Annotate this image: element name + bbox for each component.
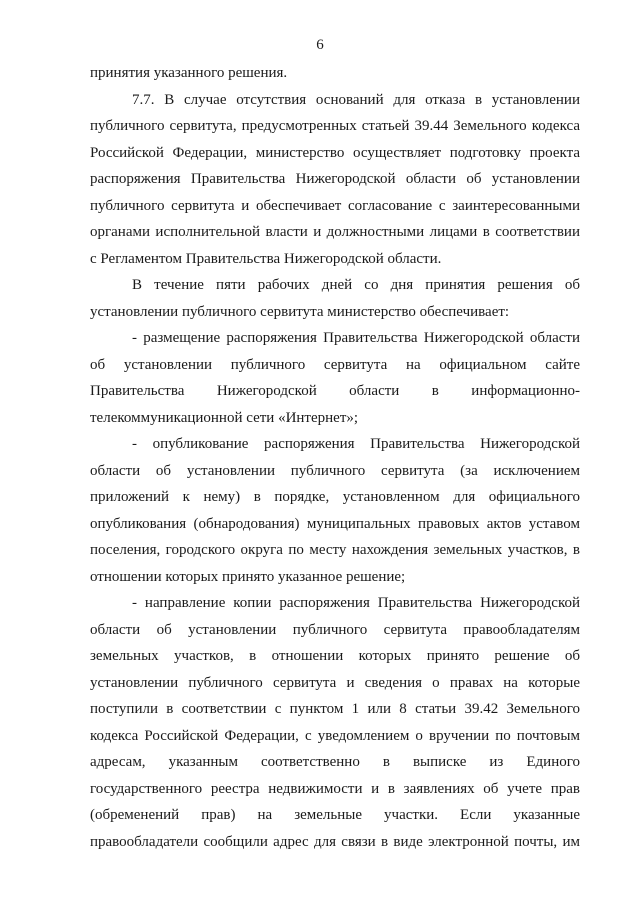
- text-line: кодекса Российской Федерации, с уведомлением о вручении по почтовым: [90, 727, 580, 744]
- text-line: Российской Федерации, министерство осуществляет подготовку проекта: [90, 144, 580, 161]
- text-line: органами исполнительной власти и должностными лицами в соответствии: [90, 224, 580, 240]
- text-line: публичного сервитута, предусмотренных статьей 39.44 Земельного кодекса: [90, 118, 580, 134]
- text-line: опубликования (обнародования) муниципальных правовых актов уставом: [90, 515, 580, 532]
- page-number: 6: [316, 37, 324, 53]
- text-line: публичного сервитута и обеспечивает согласование с заинтересованными: [90, 197, 580, 214]
- text-line: распоряжения Правительства Нижегородской области об установлении: [90, 171, 580, 187]
- text-line: поступили в соответствии с пунктом 1 или 8 статьи 39.42 Земельного: [90, 701, 580, 717]
- text-line: с Регламентом Правительства Нижегородской области.: [90, 250, 442, 267]
- text-line: поселения, городского округа по месту нахождения земельных участков, в: [90, 542, 580, 558]
- text-line: правообладатели сообщили адрес для связи в виде электронной почты, им: [90, 833, 580, 850]
- text-line: области об установлении публичного сервитута правообладателям: [90, 621, 580, 638]
- text-line: Правительства Нижегородской области в информационно-: [90, 383, 580, 399]
- text-line: области об установлении публичного сервитута (за исключением: [90, 462, 580, 479]
- text-line: - опубликование распоряжения Правительства Нижегородской: [132, 436, 580, 452]
- text-line: установлении публичного сервитута министерство обеспечивает:: [90, 303, 510, 320]
- text-line: телекоммуникационной сети «Интернет»;: [90, 409, 359, 426]
- text-line: об установлении публичного сервитута на официальном сайте: [90, 356, 580, 373]
- text-line: принятия указанного решения.: [90, 65, 288, 81]
- text-line: В течение пяти рабочих дней со дня принятия решения об: [132, 277, 580, 293]
- text-line: отношении которых принято указанное решение;: [90, 568, 406, 585]
- text-line: (обременений прав) на земельные участки. Если указанные: [90, 807, 580, 823]
- text-line: - направление копии распоряжения Правительства Нижегородской: [132, 595, 580, 611]
- text-line: - размещение распоряжения Правительства Нижегородской области: [132, 330, 580, 346]
- text-line: государственного реестра недвижимости и в заявлениях об учете прав: [90, 780, 580, 797]
- text-line: земельных участков, в отношении которых принято решение об: [90, 648, 580, 664]
- text-line: 7.7. В случае отсутствия оснований для отказа в установлении: [132, 91, 580, 108]
- text-line: установлении публичного сервитута и сведения о правах на которые: [90, 674, 580, 691]
- text-line: адресам, указанным соответственно в выписке из Единого: [90, 754, 580, 770]
- document-body: [90, 60, 580, 855]
- text-line: приложений к нему) в порядке, установленном для официального: [90, 489, 580, 505]
